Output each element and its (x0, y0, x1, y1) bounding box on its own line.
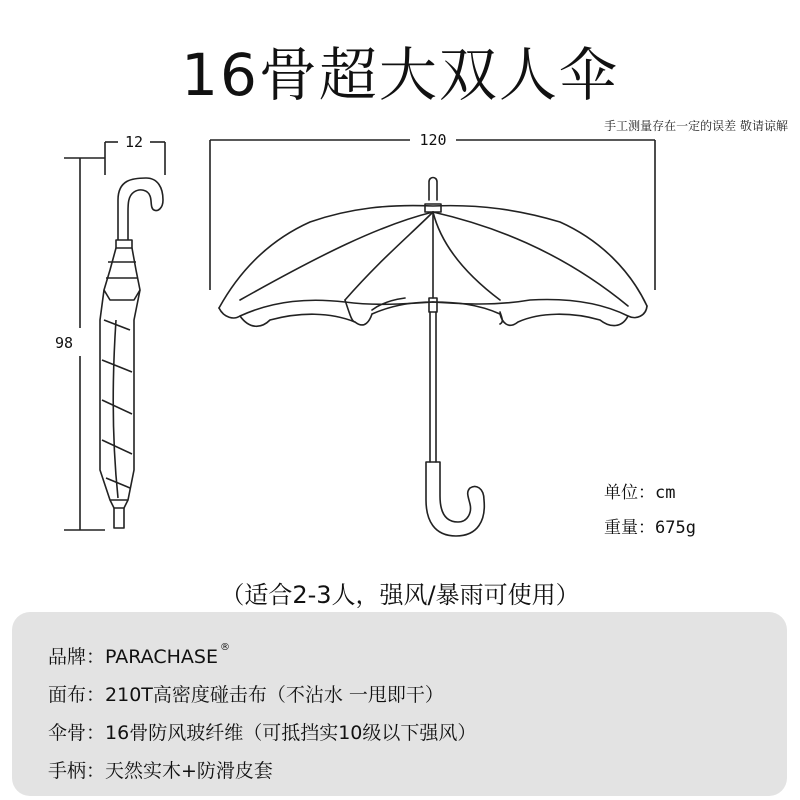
fabric-label: 面布： (48, 684, 106, 706)
open-umbrella (219, 178, 647, 537)
handle-label: 手柄： (48, 760, 106, 782)
brand-row (48, 642, 230, 669)
weight-spec: 重量：675g (604, 518, 696, 538)
unit-spec: 单位：cm (604, 483, 676, 503)
closed-length-label: 98 (54, 334, 74, 352)
page-title: 16骨超大双人伞 (181, 41, 619, 109)
fabric-row (48, 680, 444, 707)
registered-mark: ® (219, 642, 230, 653)
closed-umbrella (100, 178, 163, 528)
handle-row (48, 756, 273, 783)
ribs-row (48, 718, 476, 745)
fabric-value: 210T高密度碰击布（不沾水 一甩即干） (105, 684, 444, 706)
ribs-value: 16骨防风玻纤维（可抵挡实10级以下强风） (105, 722, 477, 744)
info-panel (12, 612, 787, 796)
brand-label: 品牌： (48, 646, 106, 668)
ribs-label: 伞骨： (48, 722, 106, 744)
handle-value: 天然实木+防滑皮套 (105, 760, 273, 782)
measurement-note: 手工测量存在一定的误差 敬请谅解 (604, 119, 788, 133)
usage-note: （适合2-3人，强风/暴雨可使用） (220, 581, 580, 609)
open-width-label: 120 (419, 131, 447, 149)
closed-width-label: 12 (124, 133, 144, 151)
brand-value: PARACHASE (105, 646, 218, 668)
